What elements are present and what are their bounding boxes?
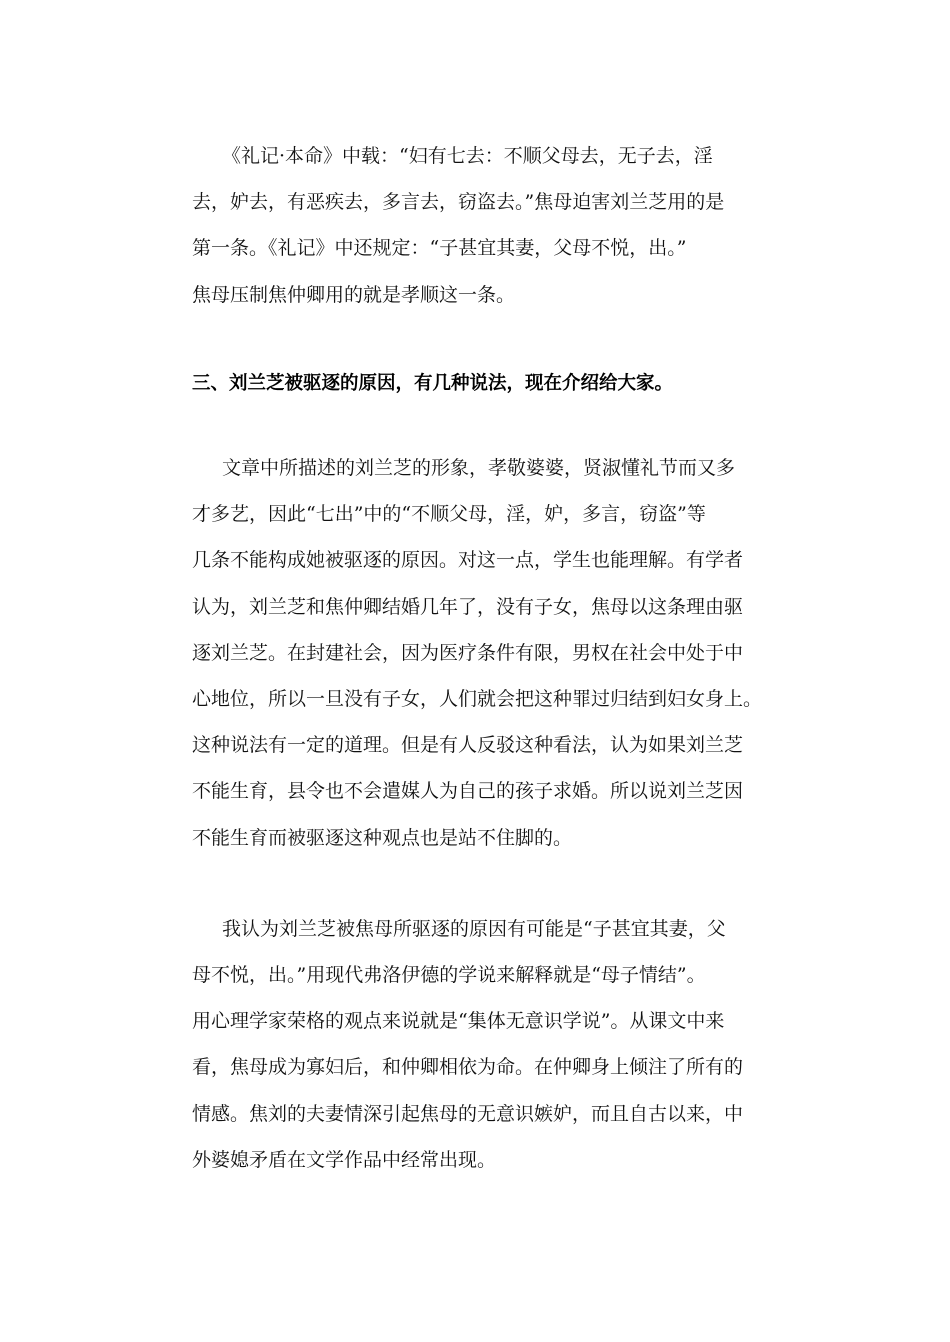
paragraph-3-line-3: 用心理学家荣格的观点来说就是“集体无意识学说”。从课文中来	[192, 1010, 725, 1032]
paragraph-3-line-4: 看，焦母成为寡妇后，和仲卿相依为命。在仲卿身上倾注了所有的	[192, 1056, 744, 1078]
paragraph-3-line-2: 母不悦，出。”用现代弗洛伊德的学说来解释就是“母子情结”。	[192, 964, 706, 986]
paragraph-1-line-1: 《礼记·本命》中载：“妇有七去：不顺父母去，无子去，淫	[222, 145, 713, 167]
paragraph-3-line-6: 外婆媳矛盾在文学作品中经常出现。	[192, 1149, 497, 1171]
paragraph-1-line-3: 第一条。《礼记》中还规定：“子甚宜其妻，父母不悦，出。”	[192, 237, 687, 259]
section-heading: 三、刘兰芝被驱逐的原因，有几种说法，现在介绍给大家。	[192, 373, 674, 394]
paragraph-1-line-2: 去，妒去，有恶疾去，多言去，窃盗去。”焦母迫害刘兰芝用的是	[192, 191, 725, 213]
paragraph-2-line-3: 几条不能构成她被驱逐的原因。对这一点，学生也能理解。有学者	[192, 549, 744, 571]
paragraph-2-line-4: 认为，刘兰芝和焦仲卿结婚几年了，没有子女，焦母以这条理由驱	[192, 596, 744, 618]
paragraph-2-line-8: 不能生育，县令也不会遣媒人为自己的孩子求婚。所以说刘兰芝因	[192, 780, 744, 802]
paragraph-2-line-1: 文章中所描述的刘兰芝的形象，孝敬婆婆，贤淑懂礼节而又多	[222, 457, 736, 479]
paragraph-2-line-2: 才多艺，因此“七出”中的“不顺父母，淫，妒，多言，窃盗”等	[192, 503, 706, 525]
paragraph-2-line-6: 心地位，所以一旦没有子女，人们就会把这种罪过归结到妇女身上。	[192, 688, 763, 710]
paragraph-3-line-1: 我认为刘兰芝被焦母所驱逐的原因有可能是“子甚宜其妻，父	[222, 918, 726, 940]
paragraph-3-line-5: 情感。焦刘的夫妻情深引起焦母的无意识嫉妒，而且自古以来，中	[192, 1103, 744, 1125]
paragraph-1-line-4: 焦母压制焦仲卿用的就是孝顺这一条。	[192, 284, 516, 306]
paragraph-2-line-7: 这种说法有一定的道理。但是有人反驳这种看法，认为如果刘兰芝	[192, 734, 744, 756]
paragraph-2-line-9: 不能生育而被驱逐这种观点也是站不住脚的。	[192, 827, 573, 849]
paragraph-2-line-5: 逐刘兰芝。在封建社会，因为医疗条件有限，男权在社会中处于中	[192, 642, 744, 664]
